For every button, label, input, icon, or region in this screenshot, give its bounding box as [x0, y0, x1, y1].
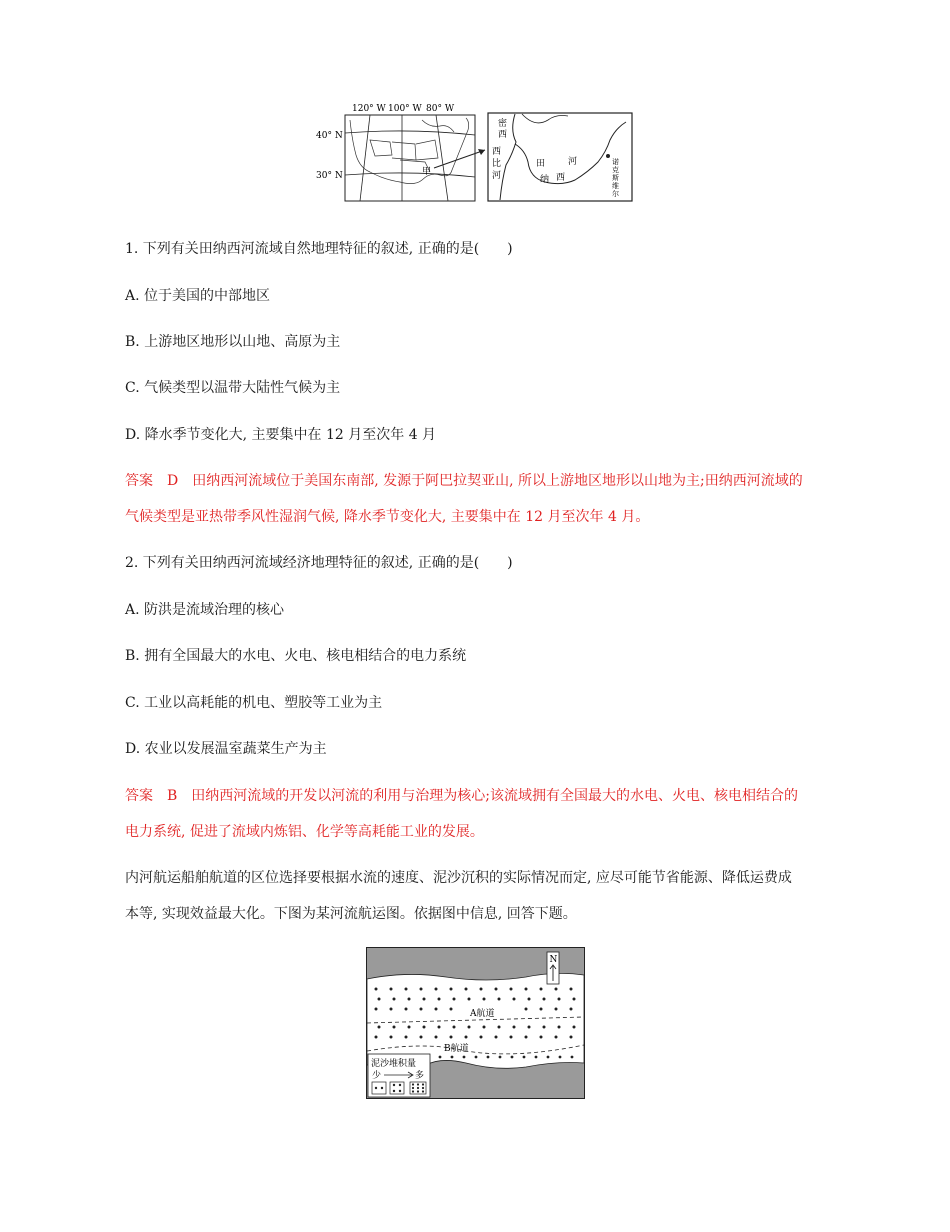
sediment-dot — [420, 1008, 423, 1011]
sediment-dot — [420, 1036, 423, 1039]
sediment-dot — [510, 988, 513, 991]
sediment-dot — [570, 1008, 573, 1011]
inset-label-na: 纳 — [540, 175, 550, 185]
sediment-dot — [558, 998, 561, 1001]
inset-label-he2: 河 — [568, 157, 578, 167]
sediment-dot — [573, 1026, 576, 1029]
lon-label-100w: 100° W — [388, 104, 422, 114]
sediment-dot — [525, 988, 528, 991]
inset-label-mi1: 密 — [498, 119, 508, 129]
sediment-dot — [405, 1036, 408, 1039]
inset-label-xi2: 西 — [556, 173, 566, 183]
sediment-dot — [513, 1026, 516, 1029]
answer-text-line-1: 田纳西河流域位于美国东南部, 发源于阿巴拉契亚山, 所以上游地区地形以山地为主;田纳西河流域的 — [192, 473, 803, 489]
sediment-dot — [451, 1056, 454, 1059]
question-2-option-d: D. 农业以发展温室蔬菜生产为主 — [125, 741, 327, 757]
sediment-dot — [390, 1008, 393, 1011]
sediment-dot — [468, 998, 471, 1001]
sediment-dot — [528, 998, 531, 1001]
inset-label-xi: 西 — [492, 147, 502, 157]
question-1-option-b: B. 上游地区地形以山地、高原为主 — [125, 334, 341, 350]
sediment-dot — [525, 1036, 528, 1039]
sediment-dot — [540, 988, 543, 991]
sediment-dot — [480, 988, 483, 991]
sediment-dot — [438, 998, 441, 1001]
sediment-dot — [465, 1036, 468, 1039]
legend-cell-mid — [390, 1082, 404, 1094]
sediment-dot — [405, 1008, 408, 1011]
sediment-dot — [465, 988, 468, 991]
sediment-dot — [540, 1036, 543, 1039]
sediment-dot — [435, 1036, 438, 1039]
sediment-dot — [555, 1036, 558, 1039]
sediment-dot — [393, 1026, 396, 1029]
sediment-dot — [528, 1026, 531, 1029]
sediment-dot — [378, 1026, 381, 1029]
sediment-dot — [423, 998, 426, 1001]
sediment-dot — [450, 1008, 453, 1011]
sediment-dot — [405, 988, 408, 991]
sediment-dot — [499, 1056, 502, 1059]
city-label-4: 维 — [612, 182, 619, 190]
sediment-dot — [420, 988, 423, 991]
sediment-dot — [375, 988, 378, 991]
sediment-dot — [463, 1056, 466, 1059]
sediment-dot — [375, 1036, 378, 1039]
sediment-dot — [495, 1036, 498, 1039]
question-2-answer — [125, 786, 798, 806]
channel-b-label: B航道 — [444, 1044, 469, 1054]
sediment-dot — [390, 988, 393, 991]
river-channel-figure — [366, 947, 585, 1099]
knoxville-marker — [606, 154, 610, 158]
sediment-dot — [498, 998, 501, 1001]
question-2-stem: 2. 下列有关田纳西河流域经济地理特征的叙述, 正确的是( ) — [125, 555, 513, 571]
inset-label-he1: 河 — [492, 171, 502, 181]
answer-label: 答案 D — [125, 473, 179, 489]
sediment-dot — [439, 1056, 442, 1059]
question-1-option-c: C. 气候类型以温带大陆性气候为主 — [125, 380, 341, 396]
question-1-option-d: D. 降水季节变化大, 主要集中在 12 月至次年 4 月 — [125, 427, 437, 443]
sediment-dot — [495, 988, 498, 991]
sediment-dot — [480, 1036, 483, 1039]
sediment-dot — [393, 998, 396, 1001]
sediment-dot — [468, 1026, 471, 1029]
lat-label-40n: 40° N — [316, 131, 343, 141]
sediment-dot — [543, 1026, 546, 1029]
city-label-2: 克 — [612, 166, 619, 174]
sediment-dot — [475, 1056, 478, 1059]
sediment-dot — [450, 1036, 453, 1039]
sediment-dot — [558, 1026, 561, 1029]
sediment-dot — [513, 998, 516, 1001]
city-label-3: 斯 — [612, 174, 619, 182]
sediment-dot — [555, 1008, 558, 1011]
sediment-dot — [390, 1036, 393, 1039]
channel-a-label: A航道 — [470, 1009, 495, 1019]
sediment-dot — [570, 988, 573, 991]
sediment-dot — [375, 1008, 378, 1011]
question-2-option-a: A. 防洪是流域治理的核心 — [125, 602, 285, 618]
sediment-dot — [378, 998, 381, 1001]
intro-line-1: 内河航运船舶航道的区位选择要根据水流的速度、泥沙沉积的实际情况而定, 应尽可能节省能源、降低运费成 — [125, 870, 792, 886]
sediment-dot — [559, 1056, 562, 1059]
sediment-dot — [571, 1056, 574, 1059]
question-2-option-c: C. 工业以高耗能的机电、塑胶等工业为主 — [125, 695, 383, 711]
intro-line-2: 本等, 实现效益最大化。下图为某河流航运图。依据图中信息, 回答下题。 — [125, 906, 577, 922]
sediment-dot — [435, 1008, 438, 1011]
sediment-dot — [543, 998, 546, 1001]
sediment-dot — [511, 1056, 514, 1059]
legend-less: 少 — [372, 1071, 382, 1081]
sediment-dot — [525, 1008, 528, 1011]
question-2-answer-cont: 电力系统, 促进了流域内炼铝、化学等高耗能工业的发展。 — [125, 824, 484, 840]
sediment-dot — [408, 998, 411, 1001]
lon-label-80w: 80° W — [426, 104, 455, 114]
tennessee-map-figure — [316, 100, 635, 205]
sediment-dot — [510, 1036, 513, 1039]
sediment-dot — [408, 1026, 411, 1029]
sediment-dot — [498, 1026, 501, 1029]
lat-label-30n: 30° N — [316, 171, 343, 181]
question-1-stem: 1. 下列有关田纳西河流域自然地理特征的叙述, 正确的是( ) — [125, 241, 513, 257]
us-map-frame — [345, 115, 475, 201]
north-label: N — [549, 955, 558, 965]
inset-frame — [488, 113, 632, 201]
sediment-dot — [573, 998, 576, 1001]
sediment-dot — [487, 1056, 490, 1059]
sediment-dot — [523, 1056, 526, 1059]
city-label-1: 诺 — [612, 158, 619, 166]
map-label-jia: 甲 — [422, 167, 432, 177]
city-label-5: 尔 — [612, 190, 619, 198]
inset-label-tian: 田 — [536, 159, 546, 169]
answer-label: 答案 B — [125, 788, 178, 804]
sediment-dot — [540, 1008, 543, 1011]
sediment-dot — [453, 998, 456, 1001]
sediment-dot — [483, 998, 486, 1001]
inset-label-bi: 比 — [492, 159, 502, 169]
question-2-option-b: B. 拥有全国最大的水电、火电、核电相结合的电力系统 — [125, 648, 467, 664]
legend-title: 泥沙堆积量 — [371, 1059, 417, 1069]
question-1-option-a: A. 位于美国的中部地区 — [125, 288, 271, 304]
sediment-dot — [438, 1026, 441, 1029]
sediment-dot — [555, 988, 558, 991]
answer-text-line-1: 田纳西河流域的开发以河流的利用与治理为核心;该流域拥有全国最大的水电、火电、核电相结合的 — [191, 788, 799, 804]
sediment-dot — [453, 1026, 456, 1029]
question-1-answer-cont: 气候类型是亚热带季风性湿润气候, 降水季节变化大, 主要集中在 12 月至次年 4 月。 — [125, 509, 650, 525]
sediment-dot — [547, 1056, 550, 1059]
legend-cell-less — [372, 1082, 386, 1094]
question-1-answer — [125, 471, 803, 491]
sediment-dot — [423, 1026, 426, 1029]
sediment-dot — [483, 1026, 486, 1029]
sediment-dot — [435, 988, 438, 991]
inset-label-mi2: 西 — [498, 130, 508, 140]
sediment-dot — [570, 1036, 573, 1039]
legend-more: 多 — [415, 1071, 425, 1081]
sediment-dot — [450, 988, 453, 991]
lon-label-120w: 120° W — [352, 104, 386, 114]
sediment-dot — [535, 1056, 538, 1059]
